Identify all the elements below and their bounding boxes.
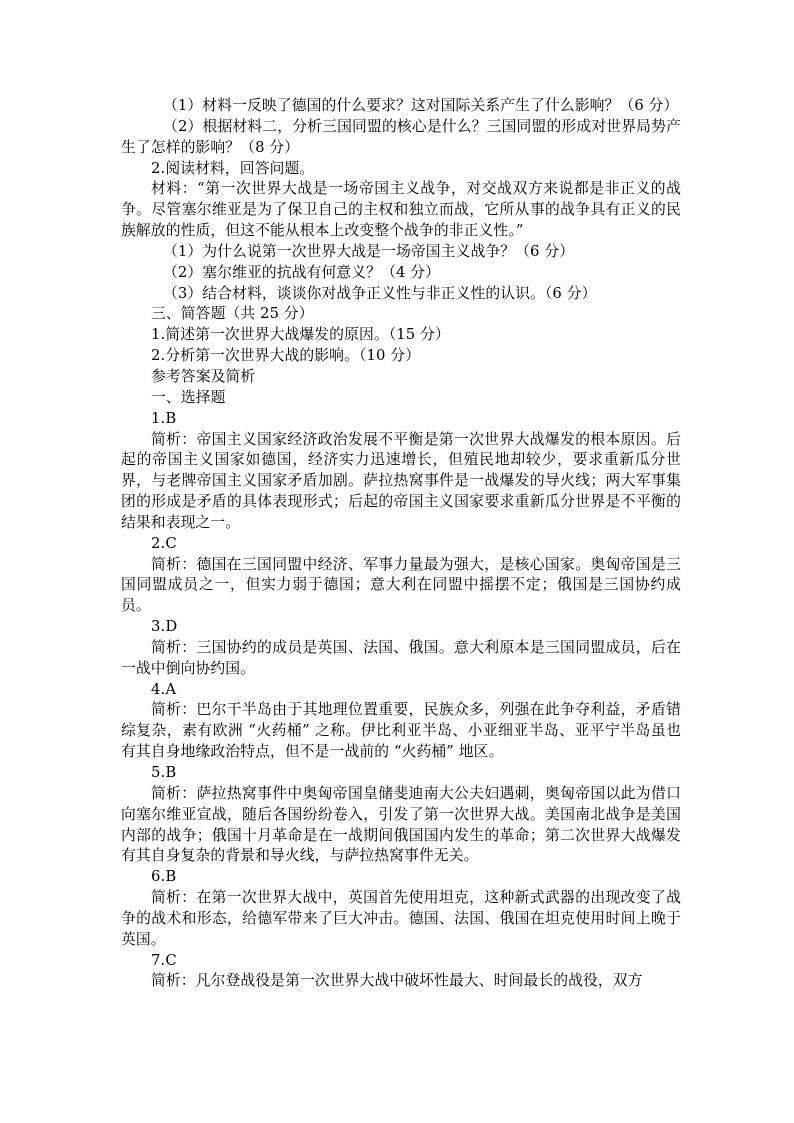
paragraph: 4.A bbox=[151, 680, 177, 698]
paragraph: 简析：巴尔干半岛由于其地理位置重要，民族众多，列强在此争夺利益，矛盾错综复杂，素有欧洲 “火药桶” 之称。伊比利亚半岛、小亚细亚半岛、亚平宁半岛虽也有其自身地缘政治特点，但不是一战前的 “火药桶” 地区。 bbox=[121, 701, 681, 761]
paragraph: （2）塞尔维亚的抗战有何意义？（4 分） bbox=[163, 263, 441, 281]
paragraph: 材料：“第一次世界大战是一场帝国主义战争，对交战双方来说都是非正义的战争。尽管塞尔维亚是为了保卫自己的主权和独立而战，它所从事的战争具有正义的民族解放的性质，但这不能从根本上改变整个战争的非正义性。” bbox=[121, 180, 681, 240]
paragraph: 1.简述第一次世界大战爆发的原因。（15 分） bbox=[151, 326, 450, 344]
document-body bbox=[121, 96, 681, 992]
paragraph: （3）结合材料，谈谈你对战争正义性与非正义性的认识。（6 分） bbox=[163, 284, 597, 302]
paragraph: 简析：萨拉热窝事件中奥匈帝国皇储斐迪南大公夫妇遇刺，奥匈帝国以此为借口向塞尔维亚宣战，随后各国纷纷卷入，引发了第一次世界大战。美国南北战争是美国内部的战争；俄国十月革命是在一战期间俄国国内发生的革命；第二次世界大战爆发有其自身复杂的背景和导火线，与萨拉热窝事件无关。 bbox=[121, 784, 681, 865]
paragraph: （1）材料一反映了德国的什么要求？这对国际关系产生了什么影响？（6 分） bbox=[163, 97, 679, 114]
paragraph: 5.B bbox=[151, 764, 177, 781]
paragraph: 简析：三国协约的成员是英国、法国、俄国。意大利原本是三国同盟成员，后在一战中倒向协约国。 bbox=[121, 638, 681, 677]
paragraph: 2.C bbox=[151, 534, 177, 552]
paragraph: 3.D bbox=[151, 618, 178, 636]
paragraph: 简析：凡尔登战役是第一次世界大战中破坏性最大、时间最长的战役，双方 bbox=[151, 972, 643, 990]
paragraph: 2.分析第一次世界大战的影响。（10 分） bbox=[151, 347, 421, 365]
paragraph: 7.C bbox=[151, 951, 177, 969]
paragraph: 简析：德国在三国同盟中经济、军事力量最为强大，是核心国家。奥匈帝国是三国同盟成员之一，但实力弱于德国；意大利在同盟中摇摆不定；俄国是三国协约成员。 bbox=[121, 555, 681, 615]
paragraph: 1.B bbox=[151, 409, 177, 427]
paragraph: 简析：在第一次世界大战中，英国首先使用坦克，这种新式武器的出现改变了战争的战术和形态，给德军带来了巨大冲击。德国、法国、俄国在坦克使用时间上晚于英国。 bbox=[121, 889, 681, 948]
paragraph: 简析：帝国主义国家经济政治发展不平衡是第一次世界大战爆发的根本原因。后起的帝国主义国家如德国，经济实力迅速增长，但殖民地却较少，要求重新瓜分世界，与老牌帝国主义国家矛盾加剧。萨拉热窝事件是一战爆发的导火线；两大军事集团的形成是矛盾的具体表现形式；后起的帝国主义国家要求重新瓜分世界是不平衡的结果和表现之一。 bbox=[121, 430, 681, 531]
paragraph: 2.阅读材料，回答问题。 bbox=[151, 159, 315, 177]
paragraph: （2）根据材料二，分析三国同盟的核心是什么？三国同盟的形成对世界局势产生了怎样的影响？（8 分） bbox=[121, 117, 681, 156]
paragraph: （1）为什么说第一次世界大战是一场帝国主义战争？（6 分） bbox=[163, 242, 575, 260]
paragraph: 6.B bbox=[151, 868, 177, 886]
paragraph: 一、选择题 bbox=[151, 388, 226, 406]
paragraph: 参考答案及简析 bbox=[151, 367, 256, 385]
paragraph: 三、简答题（共 25 分） bbox=[151, 305, 314, 323]
